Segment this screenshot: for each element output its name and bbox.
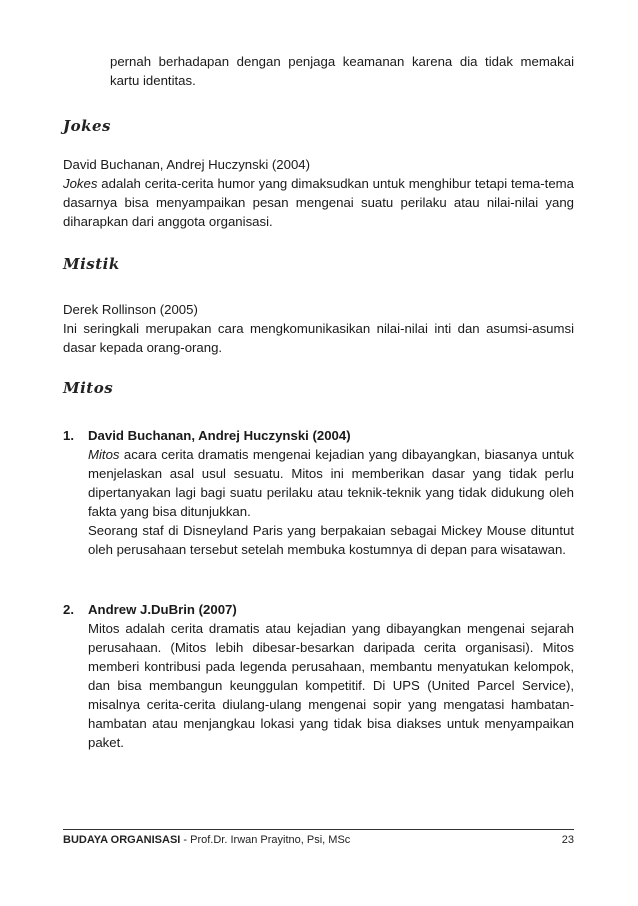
intro-line-1: pernah berhadapan dengan penjaga keamanan karena dia tidak memakai [110,54,574,69]
mitos-item-1-number: 1. [63,428,74,443]
mitos-item-1-header [63,426,574,445]
footer-divider [63,829,574,830]
mitos-item-2-number: 2. [63,602,74,617]
section-heading-mitos: Mitos [63,379,114,397]
mistik-section [63,300,574,357]
intro-paragraph [110,52,574,90]
mitos-item-2-body [88,619,574,752]
mitos-item-1-source: David Buchanan, Andrej Huczynski (2004) [88,428,351,443]
jokes-section [63,155,574,231]
mitos-item-1 [63,426,574,559]
mitos-item-1-paragraph [88,445,574,521]
jokes-source: David Buchanan, Andrej Huczynski (2004) [63,157,311,172]
mitos-item-1-term: Mitos [88,447,120,462]
section-heading-jokes: Jokes [63,117,111,135]
mitos-item-2-header [63,600,574,619]
section-heading-mistik: Mistik [63,255,120,273]
mitos-item-2-source: Andrew J.DuBrin (2007) [88,602,237,617]
mistik-paragraph: Ini seringkali merupakan cara mengkomunikasikan nilai-nilai inti dan asumsi-asumsi dasar kepada orang-orang. [63,321,574,355]
jokes-text: adalah cerita-cerita humor yang dimaksudkan untuk menghibur tetapi tema-tema dasarnya bisa menyampaikan pesan mengenai suatu perilaku atau nilai-nilai yang diharapkan dari anggota organisasi. [63,176,574,229]
jokes-term: Jokes [63,176,98,191]
mitos-item-1-text: acara cerita dramatis mengenai kejadian yang dibayangkan, biasanya untuk menjelaskan asal usul sesuatu. Mitos ini memberikan dasar yang tidak perlu dipertanyakan lagi bagi suatu perilaku atau teknik-teknik yang tidak didukung oleh fakta yang bisa ditunjukkan. [88,447,574,519]
intro-line-2: kartu identitas. [110,73,196,88]
mistik-source: Derek Rollinson (2005) [63,302,198,317]
mitos-item-1-example: Seorang staf di Disneyland Paris yang berpakaian sebagai Mickey Mouse dituntut oleh perusahaan tersebut setelah membuka kostumnya di depan para wisatawan. [88,523,574,557]
jokes-paragraph [63,174,574,231]
mitos-item-2 [63,600,574,752]
mitos-item-2-paragraph: Mitos adalah cerita dramatis atau kejadian yang dibayangkan mengenai sejarah perusahaan. (Mitos lebih dibesar-besarkan daripada cerita organisasi). Mitos memberi kontribusi pada legenda perusahaan, membantu menyatukan kelompok, dan bisa membangun keunggulan kompetitif. Di UPS (United Parcel Service), misalnya cerita-cerita diulang-ulang mengenai sopir yang mengatasi hambatan-hambatan atau menjangkau lokasi yang tidak bisa diakses untuk menyampaikan paket. [88,621,574,750]
mitos-item-1-body [88,445,574,559]
footer-book-title: BUDAYA ORGANISASI [63,834,181,846]
page-number: 23 [561,834,574,846]
footer-running-title [63,834,350,846]
footer-author: - Prof.Dr. Irwan Prayitno, Psi, MSc [180,834,351,846]
